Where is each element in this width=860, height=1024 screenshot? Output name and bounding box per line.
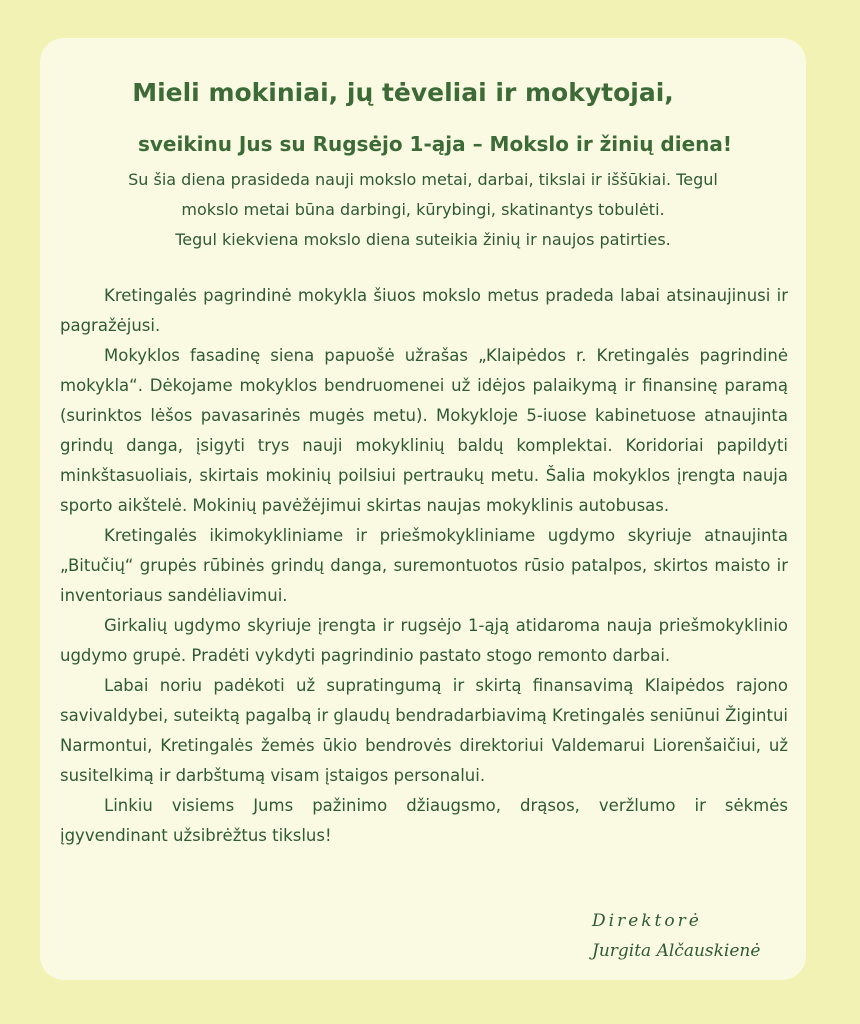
paragraph-wishes: Linkiu visiems Jums pažinimo džiaugsmo, drąsos, veržlumo ir sėkmės įgyvendinant užsibrėžtus tikslus! xyxy=(60,796,788,845)
intro-line: mokslo metai būna darbingi, kūrybingi, skatinantys tobulėti. xyxy=(181,200,665,219)
paragraph-girkaliai: Girkalių ugdymo skyriuje įrengta ir rugsėjo 1-ąją atidaroma nauja priešmokyklinio ugdymo grupė. Pradėti vykdyti pagrindinio pastato stogo remonto darbai. xyxy=(60,616,788,665)
signature-name: Jurgita Alčauskienė xyxy=(592,941,761,961)
intro-line: Tegul kiekviena mokslo diena suteikia žinių ir naujos patirties. xyxy=(175,230,671,249)
paragraph-preschool: Kretingalės ikimokykliniame ir priešmokykliniame ugdymo skyriuje atnaujinta „Bitučių“ grupės rūbinės grindų danga, suremontuotos rūsio patalpos, skirtos maisto ir inventoriaus sandėliavimui. xyxy=(60,526,788,605)
signature-block xyxy=(592,906,760,966)
letter-body xyxy=(60,281,788,851)
greeting-card xyxy=(40,38,806,980)
paragraph-facade: Mokyklos fasadinę siena papuošė užrašas „Klaipėdos r. Kretingalės pagrindinė mokykla“. Dėkojame mokyklos bendruomenei už idėjos palaikymą ir finansinę paramą (surinktos lėšos pavasarinės mugės metu). Mokykloje 5-iuose kabinetuose atnaujinta grindų danga, įsigyti trys nauji mokyklinių baldų komplektai. Koridoriai papildyti minkštasuoliais, skirtais mokinių poilsiui pertraukų metu. Šalia mokyklos įrengta nauja sporto aikštelė. Mokinių pavėžėjimui skirtas naujas mokyklinis autobusas. xyxy=(60,346,788,515)
intro-text xyxy=(60,165,786,255)
greeting-title: Mieli mokiniai, jų tėveliai ir mokytojai, xyxy=(132,78,674,107)
paragraph-thanks: Labai noriu padėkoti už supratingumą ir skirtą finansavimą Klaipėdos rajono savivaldybei, suteiktą pagalbą ir glaudų bendradarbiavimą Kretingalės seniūnui Žigintui Narmontui, Kretingalės žemės ūkio bendrovės direktoriui Valdemarui Liorenšaičiui, už susitelkimą ir darbštumą visam įstaigos personalui. xyxy=(60,676,788,785)
greeting-subtitle: sveikinu Jus su Rugsėjo 1-ąja – Mokslo ir žinių diena! xyxy=(137,132,733,156)
intro-line: Su šia diena prasideda nauji mokslo metai, darbai, tikslai ir iššūkiai. Tegul xyxy=(128,170,718,189)
signature-title: Direktorė xyxy=(592,911,702,931)
paragraph-school-renewal: Kretingalės pagrindinė mokykla šiuos mokslo metus pradeda labai atsinaujinusi ir pagražėjusi. xyxy=(60,286,788,335)
